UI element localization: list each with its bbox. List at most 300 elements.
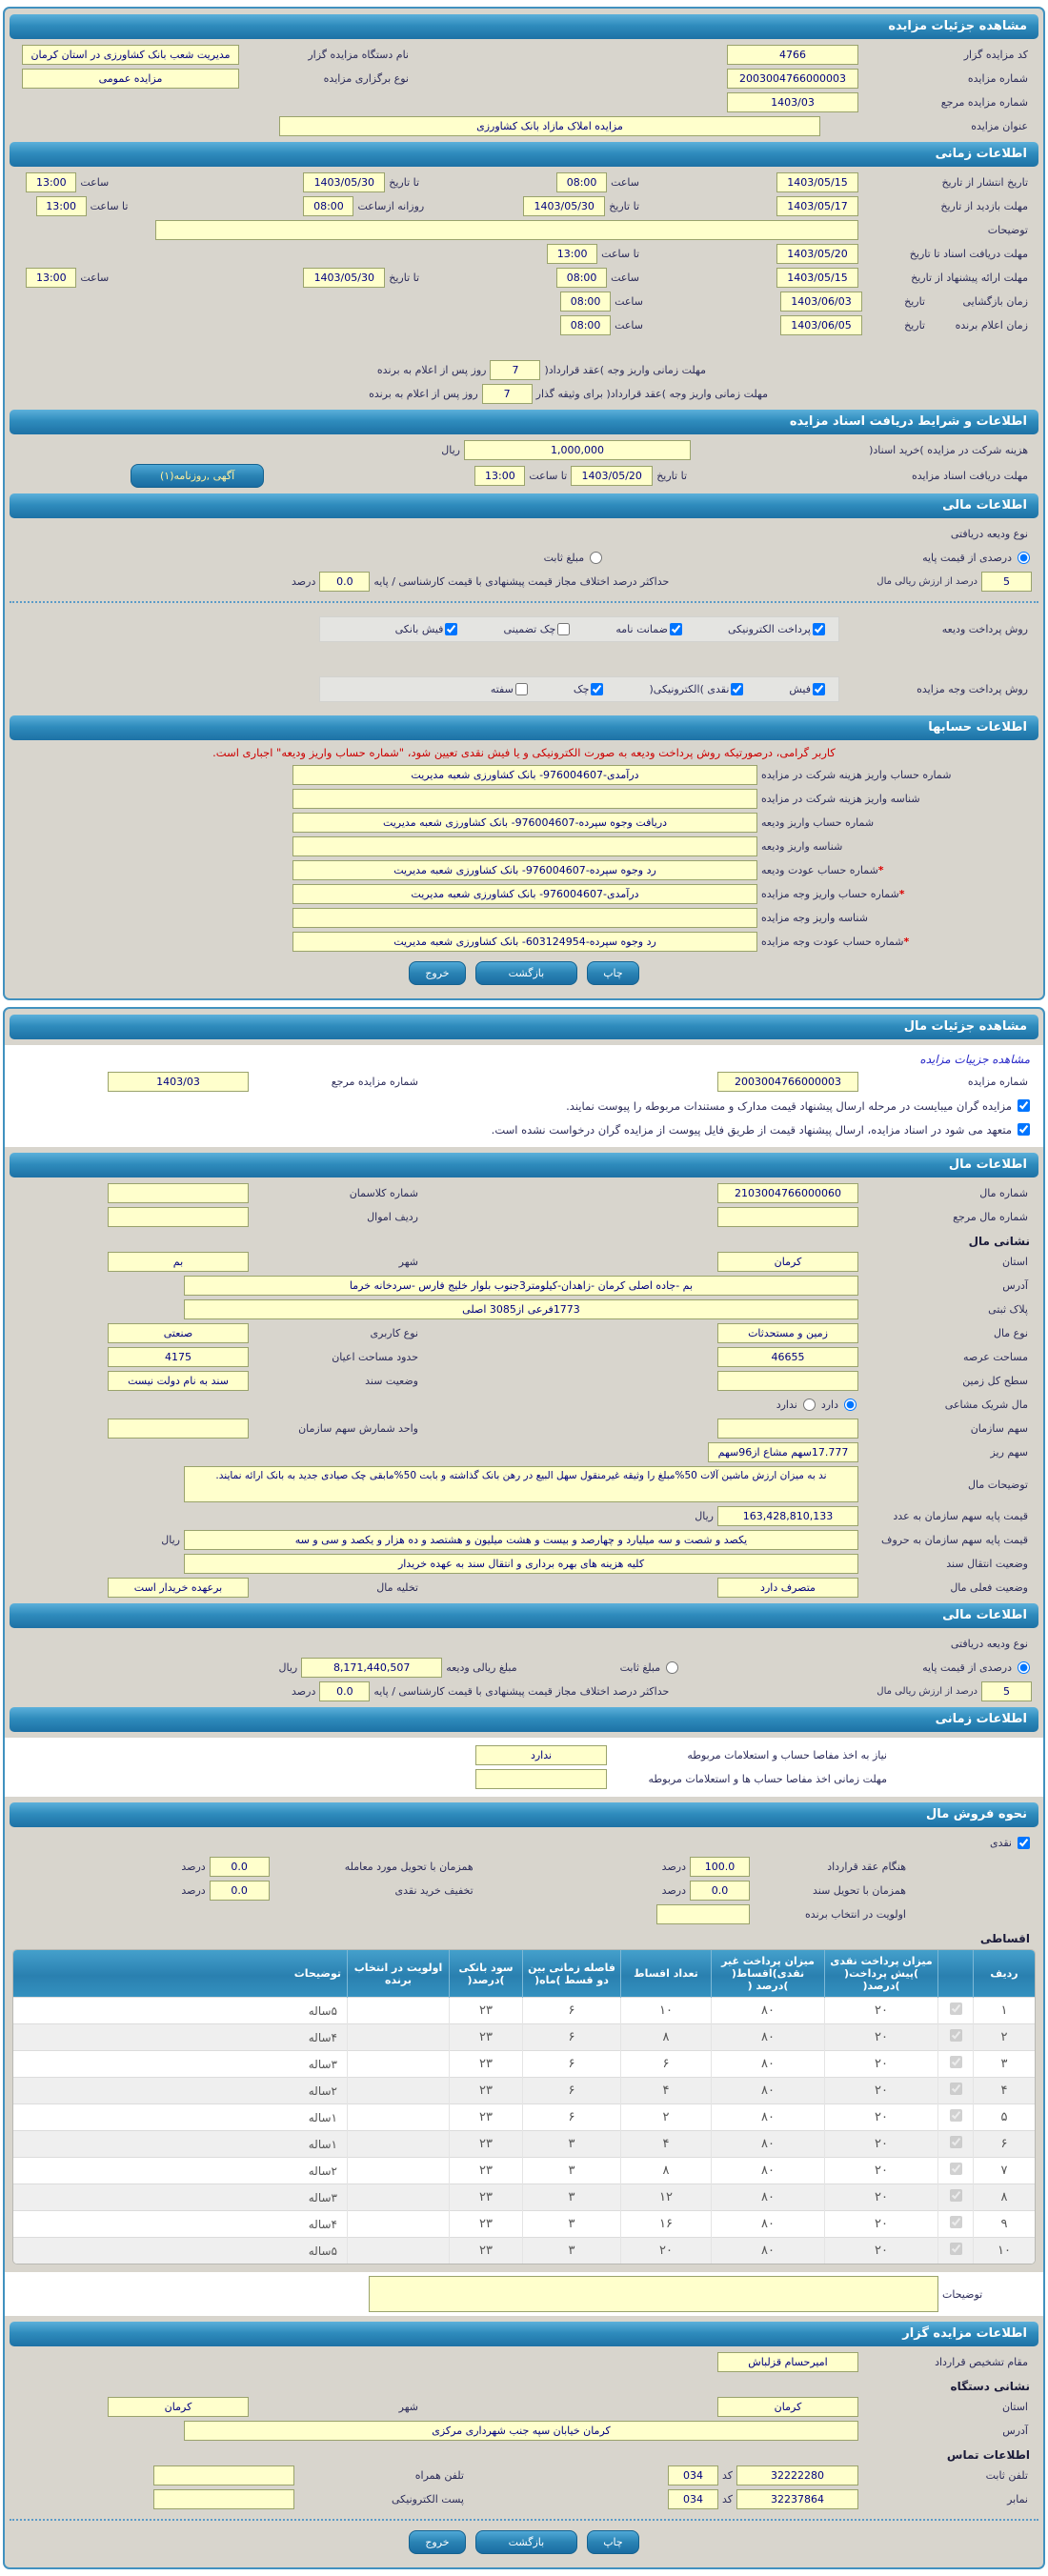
clearance-field[interactable]: ندارد [475,1745,607,1765]
docs-deadline-label: مهلت دریافت اسناد مزایده [911,470,1028,482]
back-button[interactable]: بازگشت [475,961,578,985]
installment-enabled-checkbox [950,2163,962,2175]
asset-city-label: شهر [398,1256,418,1268]
asset-address-subheader: نشانی مال [968,1235,1030,1248]
deed-transfer-label: وضعیت انتقال سند [946,1558,1028,1570]
installment-credit-percent: ۸۰ [712,2024,825,2051]
installment-row [13,1998,1035,2024]
installment-priority [348,2104,450,2131]
publish-to-hour-label: ساعت [80,176,110,189]
discount-label: تخفیف خرید نقدی [394,1884,474,1897]
visit-to-date-label: تا تاریخ [609,200,639,212]
offer-to-date-label: تا تاریخ [389,272,420,284]
visit-from-time-field[interactable]: 08:00 [303,196,353,216]
asset-number-field[interactable]: 2103004766000060 [717,1183,858,1203]
deposit-payment-method-row [16,616,1032,642]
sale-method-section-header: نحوه فروش مال [10,1802,1038,1827]
auction-pay-option [649,683,745,695]
installment-interval: ۳ [523,2238,621,2264]
asset-ref-field[interactable] [717,1207,858,1227]
auctioneer-code-field[interactable]: 4766 [727,45,858,65]
panel1-buttons [5,961,1043,985]
installment-cash-percent: ۲۰ [825,2104,938,2131]
asset-use-label: نوع کاربری [370,1327,418,1339]
asset-deposit-percent-field[interactable]: 5 [981,1681,1032,1701]
col-priority: اولویت در انتخاب برنده [348,1950,450,1998]
asset-ref-row [16,1207,1032,1227]
asset-deed-status-field[interactable]: سند به نام دولت نیست [108,1371,249,1391]
slip-checkbox[interactable] [813,683,825,695]
fax-label: نمابر [1007,2493,1028,2506]
asset-row-field[interactable] [108,1207,249,1227]
bank-slip-checkbox[interactable] [445,623,457,635]
installment-count: ۴ [621,2078,712,2104]
publish-to-date-field[interactable]: 1403/05/30 [303,172,385,192]
winner-priority-field[interactable] [656,1904,750,1924]
installment-index: ۲ [974,2024,1036,2051]
installment-index: ۳ [974,2051,1036,2078]
installment-interest: ۲۳ [450,2211,523,2238]
asset-use-field[interactable]: صنعتی [108,1323,249,1343]
installment-cash-percent: ۲۰ [825,2158,938,2184]
eviction-field[interactable]: برعهده خریدار است [108,1578,249,1598]
accounts-section-header: اطلاعات حسابها [10,715,1038,740]
offer-from-date-field[interactable]: 1403/05/15 [776,268,858,288]
phone-code-label: کد [721,2469,733,2482]
installment-subheader: اقساطی [979,1932,1030,1945]
doc-deadline-hour-label: تا ساعت [601,248,639,260]
installment-priority [348,2158,450,2184]
installment-row [13,2211,1035,2238]
asset-max-diff-percent-label: درصد [292,1685,316,1698]
promissory-note-label: سفته [490,683,514,695]
installment-note: ۵ساله [13,1998,348,2024]
installment-interest: ۲۳ [450,2238,523,2264]
installment-priority [348,2024,450,2051]
doc-deadline-time-field[interactable]: 13:00 [547,244,597,264]
asset-state-field[interactable]: کرمان [717,1252,858,1272]
phone-row [16,2465,1032,2485]
shared-owner-yes-radio[interactable] [844,1399,857,1411]
publish-from-date-field[interactable]: 1403/05/15 [776,172,858,192]
asset-class-field[interactable] [108,1183,249,1203]
bidder-address-field[interactable]: کرمان خیابان سپه جنب شهرداری مرکزی [184,2421,858,2441]
share-detail-field[interactable]: 17.777سهم مشاع از96سهم [708,1442,858,1462]
installments-header [13,1950,1035,1998]
installment-cash-percent: ۲۰ [825,2184,938,2211]
bidder-state-field[interactable]: کرمان [717,2397,858,2417]
installment-credit-percent: ۸۰ [712,2078,825,2104]
installment-note: ۳ساله [13,2051,348,2078]
participation-fee-row [16,440,1032,460]
org-name-field[interactable]: مدیریت شعب بانک کشاورزی در استان کرمان [22,45,239,65]
installment-priority [348,2131,450,2158]
promissory-note-checkbox[interactable] [515,683,528,695]
installment-note: ۵ساله [13,2238,348,2264]
visit-to-hour-label: تا ساعت [90,200,129,212]
offer-hour-label: ساعت [611,272,639,284]
payment-deadline-field-2[interactable]: 7 [482,384,533,404]
deed-percent-label: همزمان با تحویل سند [812,1884,906,1897]
asset-fixed-amount-label: مبلغ ثابت [619,1661,661,1674]
installment-credit-percent: ۸۰ [712,2131,825,2158]
percent-of-base-label: درصدی از قیمت پایه [922,552,1012,564]
asset-row-label: ردیف اموال [367,1211,418,1223]
offer-to-date-field[interactable]: 1403/05/30 [303,268,385,288]
visit-to-time-field[interactable]: 13:00 [36,196,87,216]
installment-credit-percent: ۸۰ [712,2211,825,2238]
sale-desc-label: توضیحات [942,2287,983,2301]
asset-building-area-field[interactable]: 4175 [108,1347,249,1367]
installment-count: ۸ [621,2024,712,2051]
time-desc-field[interactable] [155,220,858,240]
account-row [16,813,1032,833]
account-row [16,789,1032,809]
account-field[interactable]: رد وجوه سپرده-603124954- بانک کشاورزی شعبه مدیریت [292,932,757,952]
time-desc-label: توضیحات [987,224,1028,236]
asset-auction-number-field[interactable]: 2003004766000003 [717,1072,858,1092]
asset-land-row [16,1371,1032,1391]
installment-enabled-checkbox [950,2189,962,2202]
installment-enabled-cell [938,2158,974,2184]
installment-interest: ۲۳ [450,2131,523,2158]
org-name-label: نام دستگاه مزایده گزار [308,49,409,61]
contract-percent-row [16,1857,910,1877]
asset-plate-label: پلاک ثبتی [988,1303,1028,1316]
contract-percent-field[interactable]: 100.0 [690,1857,750,1877]
installments-table-wrap [12,1949,1036,2264]
org-share-field[interactable] [717,1419,858,1439]
auction-title-row [16,116,1032,136]
asset-address-field[interactable]: بم -جاده اصلی کرمان -زاهدان-کیلومتر3جنوب بلوار خلیج فارس -سردخانه خرما [184,1276,858,1296]
asset-plate-field[interactable]: 1773فرعی از3085 اصلی [184,1299,858,1319]
delivery-percent-label: همزمان با تحویل مورد معامله [344,1861,474,1873]
no-file-offer-label: متعهد می شود در اسناد مزایده، ارسال پیشنهاد قیمت از طریق فایل پیوست از مزایده گران درخواست نشده است. [491,1122,1012,1137]
installment-enabled-checkbox [950,2056,962,2068]
fax-code-label: کد [721,2493,733,2506]
auction-details-panel [3,7,1045,1000]
offer-to-hour-label: ساعت [80,272,110,284]
account-field[interactable] [292,908,757,928]
opening-date-field[interactable]: 1403/06/03 [780,292,862,312]
installments-table [13,1950,1035,2264]
asset-status-row [16,1578,1032,1598]
doc-deadline-row [16,244,1032,264]
bidder-city-field[interactable]: کرمان [108,2397,249,2417]
bidder-city-label: شهر [398,2401,418,2413]
asset-area-label: مساحت عرصه [962,1351,1028,1363]
asset-type-label: نوع مال [993,1327,1028,1339]
installment-interest: ۲۳ [450,2184,523,2211]
installment-index: ۴ [974,2078,1036,2104]
bidder-section-header: اطلاعات مزایده گزار [10,2322,1038,2346]
account-field[interactable]: درآمدی-976004607- بانک کشاورزی شعبه مدیریت [292,884,757,904]
auction-number-field[interactable]: 2003004766000003 [727,69,858,89]
payment-deadline-label-1: مهلت زمانی واریز وجه )عقد قرارداد( [544,364,706,376]
asset-deposit-type-label: نوع ودیعه دریافتی [950,1638,1028,1650]
account-label: شماره حساب واریز ودیعه [761,816,875,829]
deposit-payment-options [319,616,839,642]
deposit-radio-row [16,548,1032,568]
asset-city-field[interactable]: بم [108,1252,249,1272]
installment-cash-percent: ۲۰ [825,2238,938,2264]
winner-date-field[interactable]: 1403/06/05 [780,315,862,335]
asset-desc-label: توضیحات مال [968,1478,1028,1491]
installment-enabled-checkbox [950,2136,962,2148]
mobile-field[interactable] [153,2465,294,2485]
payment-deadline-row-2 [16,384,772,404]
installment-index: ۸ [974,2184,1036,2211]
asset-auction-number-row [16,1072,1032,1092]
winner-time-field[interactable]: 08:00 [560,315,611,335]
account-field[interactable] [292,836,757,856]
certified-check-checkbox[interactable] [557,623,570,635]
asset-ref-label: شماره مال مرجع [953,1211,1028,1223]
auction-type-label: نوع برگزاری مزایده [323,72,409,85]
print-button[interactable]: چاپ [587,961,639,985]
asset-land-field[interactable] [717,1371,858,1391]
account-field[interactable]: دریافت وجوه سپرده-976004607- بانک کشاورزی شعبه مدیریت [292,813,757,833]
check-label: چک [573,683,590,695]
discount-field[interactable]: 0.0 [210,1881,270,1901]
print-button[interactable]: چاپ [587,2530,639,2554]
base-price-words-field[interactable]: یکصد و شصت و سه میلیارد و چهارصد و بیست و هشت میلیون و هشتصد و ده هزار و یکصد و سی و سه [184,1530,858,1550]
installment-credit-percent: ۸۰ [712,2158,825,2184]
required-star: * [903,936,910,948]
percent-of-base-radio[interactable] [1018,552,1030,564]
visit-date-row [16,196,1032,216]
email-label: پست الکترونیکی [392,2493,464,2506]
auction-ref-field[interactable]: 1403/03 [727,92,858,112]
installment-count: ۱۶ [621,2211,712,2238]
shared-owner-yes-label: دارد [820,1399,838,1411]
delivery-percent-field[interactable]: 0.0 [210,1857,270,1877]
cash-sale-checkbox[interactable] [1018,1837,1030,1849]
installment-priority [348,2211,450,2238]
visit-to-date-field[interactable]: 1403/05/30 [523,196,605,216]
share-unit-label: واحد شمارش سهم سازمان [298,1422,418,1435]
asset-fixed-amount-radio[interactable] [666,1661,678,1674]
asset-building-area-label: حدود مساحت اعیان [332,1351,418,1363]
auction-number-label: شماره مزایده [967,72,1028,85]
installment-index: ۵ [974,2104,1036,2131]
deposit-amount-field[interactable]: 8,171,440,507 [301,1658,442,1678]
col-credit-percent: میزان پرداخت غیر نقدی)اقساط( )درصد ( [712,1950,825,1998]
installment-cash-percent: ۲۰ [825,2211,938,2238]
time-desc-row [16,220,1032,240]
panel2-buttons [5,2530,1043,2554]
eviction-label: تخلیه مال [376,1581,418,1594]
publish-from-time-field[interactable]: 08:00 [556,172,607,192]
payment-deadline-row-1 [16,360,710,380]
opening-time-field[interactable]: 08:00 [560,292,611,312]
base-price-number-field[interactable]: 163,428,810,133 [717,1506,858,1526]
payment-deadline-suffix-2: روز پس از اعلام به برنده [369,388,478,400]
deposit-percent-field[interactable]: 5 [981,572,1032,592]
phone-code-field[interactable]: 034 [668,2465,718,2485]
guarantee-letter-checkbox[interactable] [670,623,682,635]
base-price-words-label: قیمت پایه سهم سازمان به حروف [881,1534,1028,1546]
asset-percent-of-base-radio[interactable] [1018,1661,1030,1674]
opening-date-label: تاریخ [904,295,925,308]
check-checkbox[interactable] [591,683,603,695]
docs-deadline-date-label: تا تاریخ [656,470,687,482]
winner-time-label: زمان اعلام برنده [955,319,1028,332]
clearance-deadline-field[interactable] [475,1769,607,1789]
account-row [16,932,1032,952]
publish-to-time-field[interactable]: 13:00 [26,172,76,192]
asset-state-label: استان [1001,1256,1028,1268]
offer-deadline-label: مهلت ارائه پیشنهاد از تاریخ [911,272,1028,284]
account-field[interactable]: درآمدی-976004607- بانک کشاورزی شعبه مدیریت [292,765,757,785]
deed-transfer-row [16,1554,1032,1574]
installment-index: ۱ [974,1998,1036,2024]
offer-to-time-field[interactable]: 13:00 [26,268,76,288]
exit-button[interactable]: خروج [409,961,465,985]
org-share-row [16,1419,1032,1439]
share-detail-label: سهم ریز [990,1446,1028,1459]
asset-area-row [16,1347,1032,1367]
asset-auction-ref-field[interactable]: 1403/03 [108,1072,249,1092]
col-interval: فاصله زمانی بین دو قسط )ماه( [523,1950,621,1998]
deposit-type-label: نوع ودیعه دریافتی [950,528,1028,540]
installment-enabled-cell [938,2051,974,2078]
asset-land-label: سطح کل زمین [962,1375,1028,1387]
account-row [16,765,1032,785]
auction-type-field[interactable]: مزایده عمومی [22,69,239,89]
deed-percent-field[interactable]: 0.0 [690,1881,750,1901]
account-field[interactable]: رد وجوه سپرده-976004607- بانک کشاورزی شعبه مدیریت [292,860,757,880]
asset-max-diff-field[interactable]: 0.0 [319,1681,370,1701]
shared-owner-no-radio[interactable] [803,1399,816,1411]
opening-time-row [16,292,1032,312]
view-auction-details-link[interactable]: مشاهده جزییات مزایده [919,1053,1030,1066]
installment-credit-percent: ۸۰ [712,2051,825,2078]
installment-priority [348,2238,450,2264]
asset-state-row [16,1252,1032,1272]
cash-electronic-label: نقدی )الکترونیکی( [649,683,730,695]
asset-type-field[interactable]: زمین و مستحدثات [717,1323,858,1343]
max-diff-percent-label: درصد [292,575,316,588]
sale-desc-field[interactable] [369,2276,938,2312]
asset-area-field[interactable]: 46655 [717,1347,858,1367]
back-button[interactable]: بازگشت [475,2530,578,2554]
electronic-payment-label: پرداخت الکترونیکی [728,623,811,635]
deed-transfer-field[interactable]: کلیه هزینه های بهره برداری و انتقال سند به عهده خریدار [184,1554,858,1574]
financial-divider [10,601,1038,603]
authority-row [16,2352,1032,2372]
fax-code-field[interactable]: 034 [668,2489,718,2509]
asset-status-field[interactable]: متصرف دارد [717,1578,858,1598]
auction-title-label: عنوان مزایده [971,120,1028,132]
account-label: شماره حساب واریز هزینه شرکت در مزایده [761,769,952,781]
asset-deposit-radio-row [16,1658,1032,1678]
phone-field[interactable]: 32222280 [736,2465,858,2485]
offer-deadline-row [16,268,1032,288]
newspaper-ad-button[interactable]: آگهی ,روزنامه(۱) [131,464,264,488]
org-share-label: سهم سازمان [970,1422,1028,1435]
base-price-rial-label: ریال [695,1510,714,1522]
deed-percent-unit: درصد [661,1884,686,1897]
installment-row [13,2131,1035,2158]
payment-deadline-field-1[interactable]: 7 [490,360,540,380]
installment-enabled-cell [938,2024,974,2051]
docs-deadline-date-field[interactable]: 1403/05/20 [571,466,653,486]
asset-deed-status-label: وضعیت سند [365,1375,418,1387]
asset-deposit-type-row [16,1634,1032,1654]
installment-count: ۴ [621,2131,712,2158]
deposit-pay-option [503,623,572,635]
publish-date-row [16,172,1032,192]
winner-priority-row [16,1904,910,1924]
cash-electronic-checkbox[interactable] [731,683,743,695]
discount-unit: درصد [181,1884,206,1897]
max-diff-field[interactable]: 0.0 [319,572,370,592]
auction-title-field[interactable]: مزایده املاک مازاد بانک کشاورزی [279,116,820,136]
auctioneer-code-label: کد مزایده گزار [963,49,1028,61]
installment-note: ۴ساله [13,2024,348,2051]
asset-percent-of-base-label: درصدی از قیمت پایه [922,1661,1012,1674]
asset-type-row [16,1323,1032,1343]
installment-interest: ۲۳ [450,2078,523,2104]
asset-financial-section-header: اطلاعات مالی [10,1603,1038,1628]
bidder-address-label: آدرس [1002,2425,1028,2437]
installment-note: ۲ساله [13,2078,348,2104]
doc-deadline-date-field[interactable]: 1403/05/20 [776,244,858,264]
installment-count: ۸ [621,2158,712,2184]
fax-field[interactable]: 32237864 [736,2489,858,2509]
attach-docs-checkbox[interactable] [1018,1099,1030,1112]
asset-number-label: شماره مال [979,1187,1028,1199]
installment-interest: ۲۳ [450,2024,523,2051]
offer-from-time-field[interactable]: 08:00 [556,268,607,288]
fixed-amount-radio[interactable] [590,552,602,564]
authority-field[interactable]: امیرحسام قزلباش [717,2352,858,2372]
participation-fee-field[interactable]: 1,000,000 [464,440,691,460]
deed-percent-row [16,1881,910,1901]
docs-deadline-time-field[interactable]: 13:00 [474,466,525,486]
asset-top-block [5,1045,1043,1147]
electronic-payment-checkbox[interactable] [813,623,825,635]
email-field[interactable] [153,2489,294,2509]
account-label: شماره حساب واریز وجه مزایده [761,888,899,900]
auction-general-row-2 [16,69,1032,89]
exit-button[interactable]: خروج [409,2530,465,2554]
asset-desc-field[interactable]: ند به میزان ارزش ماشین آلات 50%مبلغ را وثیقه غیرمنقول سهل البیع در رهن بانک گذاشته و بابت 50%مابقی چک صیادی جدید به بانک ارائه نمایند. [184,1466,858,1502]
installment-interval: ۳ [523,2158,621,2184]
fixed-amount-label: مبلغ ثابت [543,552,585,564]
installment-index: ۱۰ [974,2238,1036,2264]
account-field[interactable] [292,789,757,809]
attach-docs-label: مزایده گران میبایست در مرحله ارسال پیشنهاد قیمت مدارک و مستندات مربوطه را پیوست نمایند. [566,1098,1012,1113]
mobile-label: تلفن همراه [414,2469,464,2482]
visit-from-date-field[interactable]: 1403/05/17 [776,196,858,216]
required-star: * [898,888,905,900]
publish-hour-label: ساعت [611,176,639,189]
asset-desc-row [16,1466,1032,1502]
installment-note: ۴ساله [13,2211,348,2238]
account-row [16,836,1032,856]
auction-payment-method-row [16,676,1032,702]
base-price-number-label: قیمت پایه سهم سازمان به عدد [893,1510,1028,1522]
share-unit-field[interactable] [108,1419,249,1439]
installment-count: ۲۰ [621,2238,712,2264]
installment-credit-percent: ۸۰ [712,2184,825,2211]
installment-row [13,2104,1035,2131]
no-file-offer-checkbox[interactable] [1018,1123,1030,1136]
cash-sale-label: نقدی [989,1837,1012,1849]
installment-enabled-checkbox [950,2243,962,2255]
